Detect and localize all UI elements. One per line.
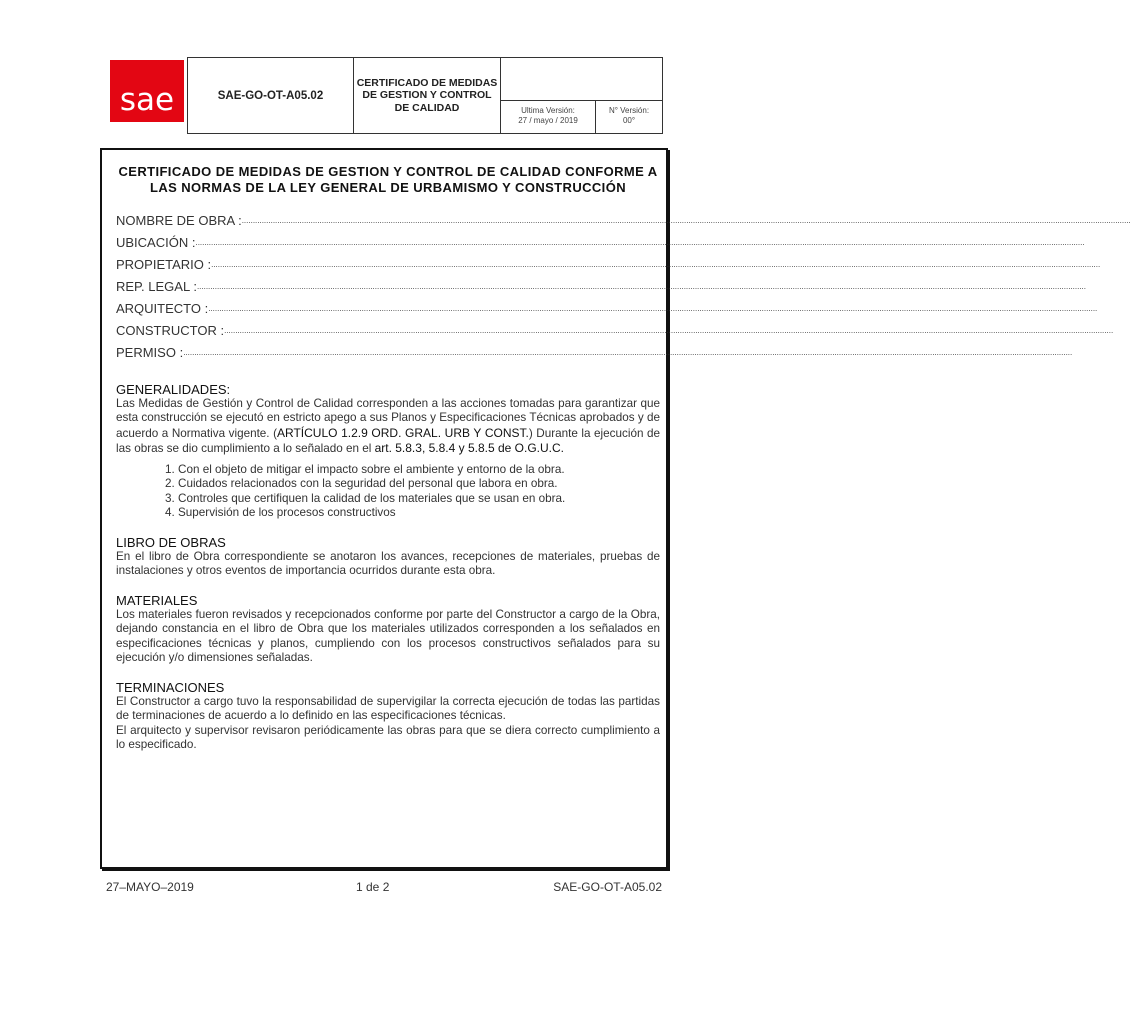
- certificate-title: CERTIFICADO DE MEDIDAS DE GESTION Y CONTROL DE CALIDAD CONFORME A LAS NORMAS DE LA LEY GENERAL DE URBAMISMO Y CONSTRUCCIÓN: [118, 164, 658, 196]
- terminaciones-text-1: El Constructor a cargo tuvo la responsabilidad de supervigilar la correcta ejecución de todas las partidas de terminaciones de acuerdo a lo definido en las especificaciones técnicas.: [116, 694, 660, 722]
- materiales-text: Los materiales fueron revisados y recepcionados conforme por parte del Constructor a cargo de la Obra, dejando constancia en el libro de Obra que los materiales utilizados corresponden a los señalados en especificaciones técnicas y planos, cumpliendo con los procesos constructivos señalados para su ejecución y/o dimensiones señaladas.: [116, 607, 660, 664]
- document-header-table: [187, 57, 663, 134]
- terminaciones-heading: TERMINACIONES: [116, 679, 225, 695]
- list-item: 3. Controles que certifiquen la calidad de los materiales que se usan en obra.: [178, 492, 660, 507]
- footer-doc-code: SAE-GO-OT-A05.02: [553, 880, 662, 894]
- field-propietario: PROPIETARIO : ................................................................................................................................................................................................................................................................................................................................................................................................................: [116, 256, 1101, 272]
- libro-text: En el libro de Obra correspondiente se anotaron los avances, recepciones de materiales, pruebas de instalaciones y otros eventos de importancia ocurridos durante esta obra.: [116, 549, 660, 577]
- list-item: 4. Supervisión de los procesos constructivos: [178, 506, 660, 521]
- generalidades-list: [116, 463, 660, 521]
- generalidades-text: Las Medidas de Gestión y Control de Calidad corresponden a las acciones tomadas para garantizar que esta construcción se ejecutó en estricto apego a sus Planos y Especificaciones Técnicas aprobados y de acuerdo a Normativa vigente. (ARTÍCULO 1.2.9 ORD. GRAL. URB Y CONST.) Durante la ejecución de las obras se dio cumplimiento a lo señalado en el art. 5.8.3, 5.8.4 y 5.8.5 de O.G.U.C.: [116, 396, 660, 455]
- field-permiso: PERMISO : ................................................................................................................................................................................................................................................................................................................................................................................................................: [116, 344, 1073, 360]
- section-libro-de-obras: [116, 535, 660, 579]
- field-constructor: CONSTRUCTOR : ................................................................................................................................................................................................................................................................................................................................................................................................................: [116, 322, 1114, 338]
- version-cell: [501, 101, 596, 133]
- footer-page-number: 1 de 2: [356, 880, 390, 894]
- field-rep-legal: REP. LEGAL : ................................................................................................................................................................................................................................................................................................................................................................................................................: [116, 278, 1086, 294]
- header-blank-cell: [501, 58, 662, 101]
- materiales-heading: MATERIALES: [116, 592, 198, 608]
- terminaciones-text-2: El arquitecto y supervisor revisaron periódicamente las obras para que se diera correcto cumplimiento a lo especificado.: [116, 723, 660, 751]
- version-number-label: N° Versión:: [608, 106, 650, 115]
- doc-code: SAE-GO-OT-A05.02: [188, 58, 354, 133]
- section-generalidades: [116, 382, 660, 521]
- field-ubicacion: UBICACIÓN : ................................................................................................................................................................................................................................................................................................................................................................................................................: [116, 234, 1085, 250]
- certificate-frame: [100, 148, 1131, 869]
- list-item: 1. Con el objeto de mitigar el impacto sobre el ambiente y entorno de la obra.: [178, 463, 660, 478]
- footer-date: 27–MAYO–2019: [106, 880, 194, 894]
- version-label: Ultima Versión:: [521, 106, 575, 115]
- form-fields: [116, 210, 1131, 364]
- libro-heading: LIBRO DE OBRAS: [116, 534, 226, 550]
- list-item: 2. Cuidados relacionados con la seguridad del personal que labora en obra.: [178, 477, 660, 492]
- version-number-cell: [596, 101, 662, 133]
- version-number-value: 00°: [622, 115, 636, 125]
- field-nombre-de-obra: NOMBRE DE OBRA : ................................................................................................................................................................................................................................................................................................................................................................................................................: [116, 212, 1131, 228]
- section-materiales: [116, 593, 660, 666]
- sae-logo: sae: [110, 60, 184, 122]
- generalidades-heading: GENERALIDADES:: [116, 381, 231, 397]
- section-terminaciones: [116, 680, 660, 753]
- doc-title: CERTIFICADO DE MEDIDAS DE GESTION Y CONTROL DE CALIDAD: [354, 58, 501, 133]
- version-date: 27 / mayo / 2019: [518, 115, 578, 125]
- field-arquitecto: ARQUITECTO : ................................................................................................................................................................................................................................................................................................................................................................................................................: [116, 300, 1098, 316]
